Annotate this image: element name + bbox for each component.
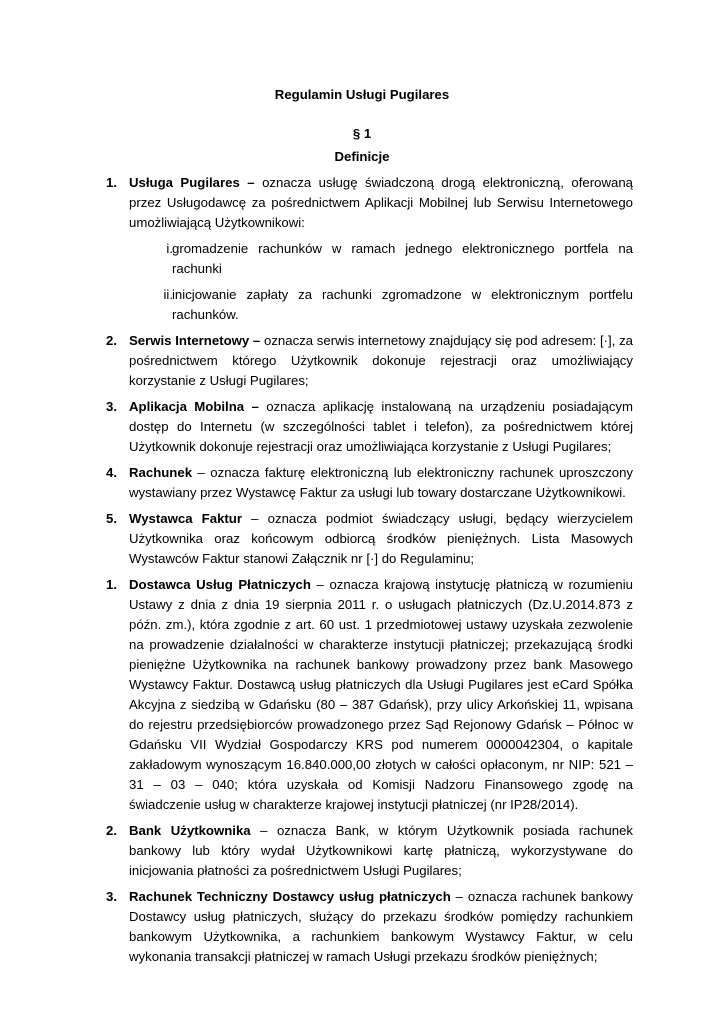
definition-text: – oznacza rachunek bankowy Dostawcy usług płatniczych, służący do przekazu środków pomiędzy rachunkiem bankowym Użytkownika, a rachunkiem bankowym Wystawcy Faktur, w celu wykonania transakcji płatniczej w ramach Usługi przekazu środków pieniężnych; (129, 889, 633, 964)
definition-body (129, 887, 633, 967)
definition-body (129, 463, 633, 503)
item-number: 2. (106, 823, 117, 838)
definition-term: Serwis Internetowy – (129, 333, 261, 348)
definition-item (106, 463, 633, 503)
sub-item-number: i. (166, 241, 173, 256)
document-title: Regulamin Usługi Pugilares (274, 87, 450, 102)
definition-text: – oznacza Bank, w którym Użytkownik posiada rachunek bankowy lub który wydał Użytkownikowi kartę płatniczą, wykorzystywane do inicjowania płatności za pośrednictwem Usługi Pugilares; (129, 823, 633, 878)
definition-term: Dostawca Usług Płatniczych (129, 577, 311, 592)
definition-item (106, 821, 633, 881)
definition-text: – oznacza fakturę elektroniczną lub elektroniczny rachunek uproszczony wystawiany przez Wystawcę Faktur za usługi lub towary dostarczane Użytkownikowi. (129, 465, 633, 500)
definition-body (129, 509, 633, 569)
definitions-list (106, 173, 633, 973)
definition-text: oznacza serwis internetowy znajdujący się pod adresem: [·], za pośrednictwem którego Użytkownik dokonuje rejestracji oraz umożliwiający korzystanie z Usługi Pugilares; (129, 333, 634, 388)
sub-item (129, 239, 633, 279)
item-number: 4. (106, 465, 117, 480)
item-number: 2. (106, 333, 117, 348)
definition-term: Rachunek (129, 465, 193, 480)
definition-text: – oznacza podmiot świadczący usługi, będący wierzycielem Użytkownika oraz końcowym odbiorcą środków pieniężnych. Lista Masowych Wystawców Faktur stanowi Załącznik nr [·] do Regulaminu; (129, 511, 634, 566)
sub-item (129, 285, 633, 325)
definition-item (106, 173, 633, 325)
definition-term: Aplikacja Mobilna – (129, 399, 259, 414)
item-number: 3. (106, 399, 117, 414)
sub-item-text: gromadzenie rachunków w ramach jednego elektronicznego portfela na rachunki (172, 241, 633, 276)
definition-body (129, 173, 633, 233)
item-number: 5. (106, 511, 117, 526)
definition-body (129, 397, 633, 457)
definition-body (129, 821, 633, 881)
paragraph-title: Definicje (334, 149, 390, 164)
definition-body (129, 331, 633, 391)
definition-term: Usługa Pugilares – (129, 175, 255, 190)
definition-term: Rachunek Techniczny Dostawcy usług płatniczych (129, 889, 451, 904)
sub-item-number: ii. (163, 287, 173, 302)
definition-body (129, 575, 633, 815)
definition-item (106, 575, 633, 815)
sub-item-text: inicjowanie zapłaty za rachunki zgromadzone w elektronicznym portfelu rachunków. (172, 287, 633, 322)
definition-item (106, 331, 633, 391)
definition-term: Bank Użytkownika (129, 823, 251, 838)
definition-text: – oznacza krajową instytucję płatniczą w rozumieniu Ustawy z dnia z dnia 19 sierpnia 2011 r. o usługach płatniczych (Dz.U.2014.873 z późn. zm.), która zgodnie z art. 60 ust. 1 przedmiotowej ustawy uzyskała zezwolenie na prowadzenie działalności w charakterze instytucji płatniczej; przekazującą środki pieniężne Użytkownika na rachunek bankowy prowadzony przez bank Masowego Wystawcy Faktur. Dostawcą usług płatniczych dla Usługi Pugilares jest eCard Spółka Akcyjna z siedzibą w Gdańsku (80 – 387 Gdańsk), przy ulicy Arkońskiej 11, wpisana do rejestru przedsiębiorców prowadzonego przez Sąd Rejonowy Gdańsk – Północ w Gdańsku VII Wydział Gospodarczy KRS pod numerem 0000042304, o kapitale zakładowym wynoszącym 16.840.000,00 złotych w całości opłaconym, nr NIP: 521 – 31 – 03 – 040; która uzyskała od Komisji Nadzoru Finansowego zgodę na świadczenie usług w charakterze krajowej instytucji płatniczej (nr IP28/2014). (129, 577, 633, 812)
definition-text: oznacza usługę świadczoną drogą elektroniczną, oferowaną przez Usługodawcę za pośrednictwem Aplikacji Mobilnej lub Serwisu Internetowego umożliwiającą Użytkownikowi: (129, 175, 633, 230)
item-number: 3. (106, 889, 117, 904)
definition-term: Wystawca Faktur (129, 511, 242, 526)
definition-item (106, 397, 633, 457)
item-number: 1. (106, 175, 117, 190)
definition-item (106, 509, 633, 569)
paragraph-number: § 1 (352, 126, 372, 141)
definition-text: oznacza aplikację instalowaną na urządzeniu posiadającym dostęp do Internetu (w szczególności tablet i telefon), za pośrednictwem której Użytkownik dokonuje rejestracji oraz umożliwiająca korzystanie z Usługi Pugilares; (129, 399, 633, 454)
item-number: 1. (106, 577, 117, 592)
definition-item (106, 887, 633, 967)
